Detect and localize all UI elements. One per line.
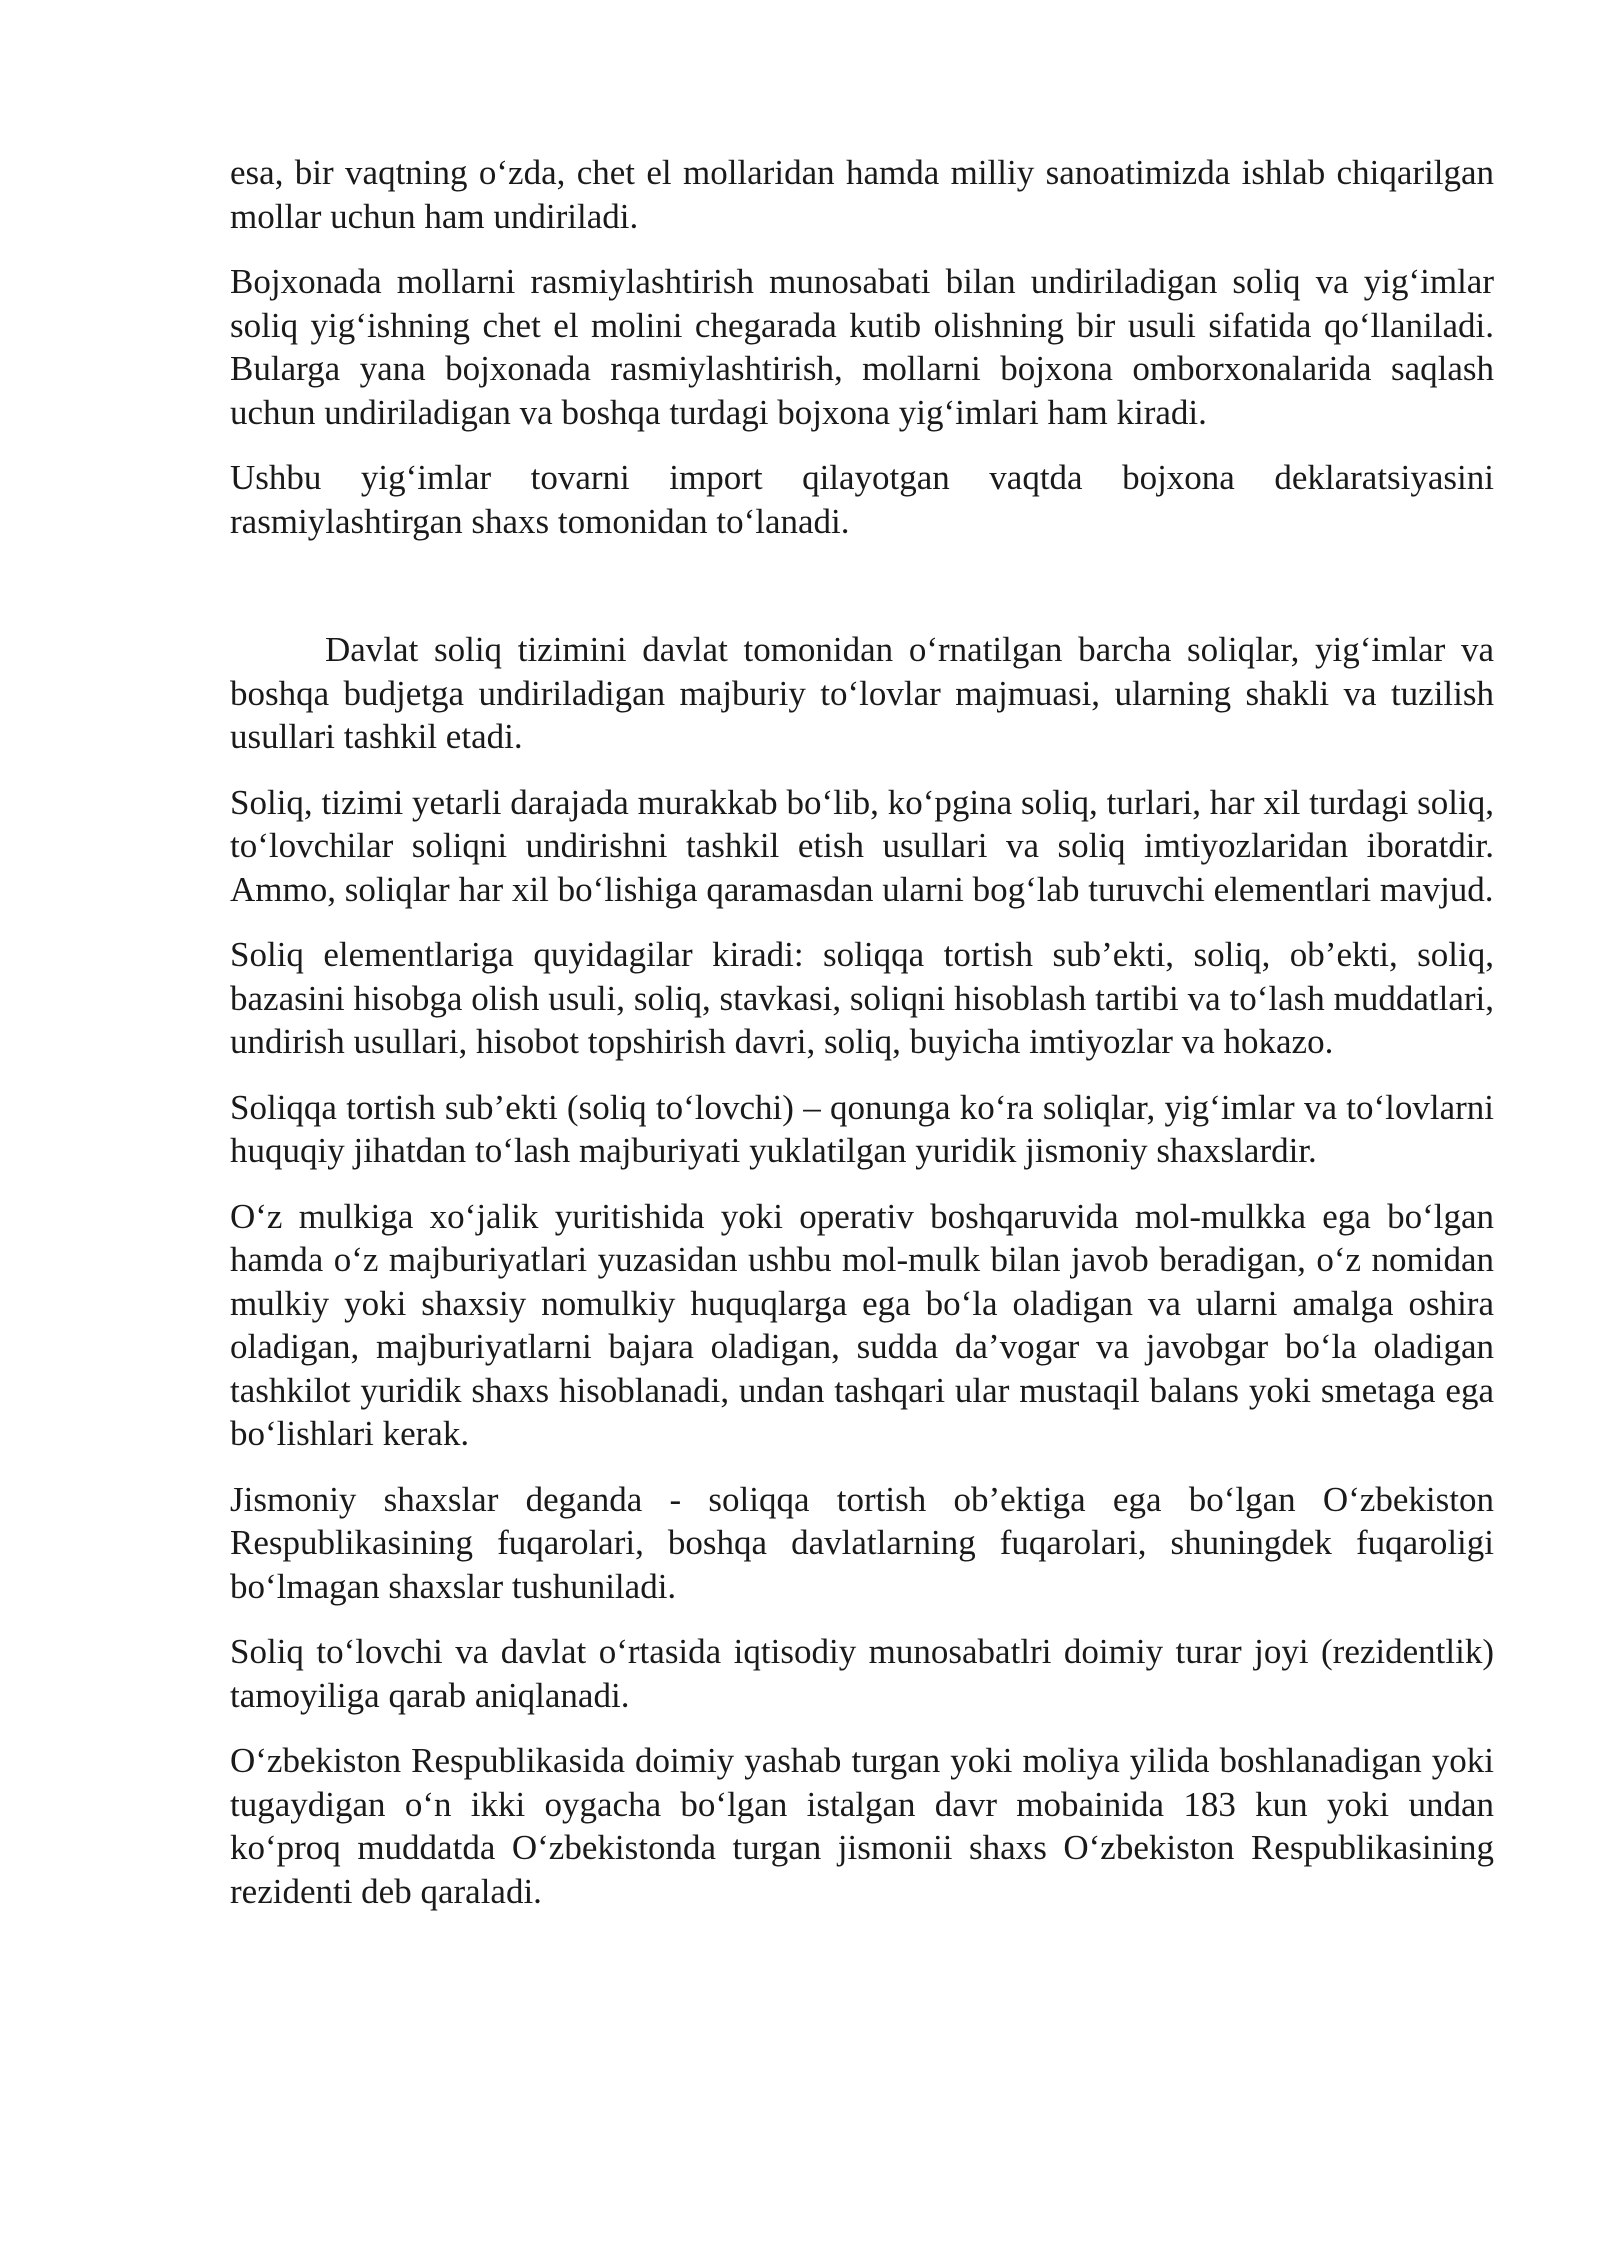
paragraph-8: O‘z mulkiga xo‘jalik yuritishida yoki operativ boshqaruvida mol-mulkka ega bo‘lgan hamda o‘z majburiyatlari yuzasidan ushbu mol-mulk bilan javob beradigan, o‘z nomidan mulkiy yoki shaxsiy nomulkiy huquqlarga ega bo‘la oladigan va ularni amalga oshira oladigan, majburiyatlarni bajara oladigan, sudda da’vogar va javobgar bo‘la oladigan tashkilot yuridik shaxs hisoblanadi, undan tashqari ular mustaqil balans yoki smetaga ega bo‘lishlari kerak. xyxy=(230,1196,1494,1453)
paragraph-10: Soliq to‘lovchi va davlat o‘rtasida iqtisodiy munosabatlri doimiy turar joyi (rezidentlik) tamoyiliga qarab aniqlanadi. xyxy=(230,1632,1494,1715)
document-body xyxy=(230,151,1494,1935)
paragraph-5: Soliq, tizimi yetarli darajada murakkab bo‘lib, ko‘pgina soliq, turlari, har xil turdagi soliq, to‘lovchilar soliqni undirishni tashkil etish usullari va soliq imtiyozlaridan iboratdir. Ammo, soliqlar har xil bo‘lishiga qaramasdan ularni bog‘lab turuvchi elementlari mavjud. xyxy=(230,782,1494,909)
section-gap xyxy=(230,565,1494,628)
paragraph-7: Soliqqa tortish sub’ekti (soliq to‘lovchi) – qonunga ko‘ra soliqlar, yig‘imlar va to‘lovlarni huquqiy jihatdan to‘lash majburiyati yuklatilgan yuridik jismoniy shaxslardir. xyxy=(230,1087,1494,1170)
paragraph-2: Bojxonada mollarni rasmiylashtirish munosabati bilan undiriladigan soliq va yig‘imlar soliq yig‘ishning chet el molini chegarada kutib olishning bir usuli sifatida qo‘llaniladi. Bularga yana bojxonada rasmiylashtirish, mollarni bojxona omborxonalarida saqlash uchun undiriladigan va boshqa turdagi bojxona yig‘imlari ham kiradi. xyxy=(230,262,1494,432)
paragraph-6: Soliq elementlariga quyidagilar kiradi: soliqqa tortish sub’ekti, soliq, ob’ekti, soliq, bazasini hisobga olish usuli, soliq, stavkasi, soliqni hisoblash tartibi va to‘lash muddatlari, undirish usullari, hisobot topshirish davri, soliq, buyicha imtiyozlar va hokazo. xyxy=(230,935,1494,1061)
paragraph-9: Jismoniy shaxslar deganda - soliqqa tortish ob’ektiga ega bo‘lgan O‘zbekiston Respublikasining fuqarolari, boshqa davlatlarning fuqarolari, shuningdek fuqaroligi bo‘lmagan shaxslar tushuniladi. xyxy=(230,1479,1494,1606)
paragraph-3: Ushbu yig‘imlar tovarni import qilayotgan vaqtda bojxona deklaratsiyasini rasmiylashtirgan shaxs tomonidan to‘lanadi. xyxy=(230,458,1494,541)
paragraph-1: esa, bir vaqtning o‘zda, chet el mollaridan hamda milliy sanoatimizda ishlab chiqarilgan mollar uchun ham undiriladi. xyxy=(230,153,1494,236)
paragraph-indented: Davlat soliq tizimini davlat tomonidan o‘rnatilgan barcha soliqlar, yig‘imlar va boshqa budjetga undiriladigan majburiy to‘lovlar majmuasi, ularning shakli va tuzilish usullari tashkil etadi. xyxy=(230,630,1494,756)
paragraph-11: O‘zbekiston Respublikasida doimiy yashab turgan yoki moliya yilida boshlanadigan yoki tugaydigan o‘n ikki oygacha bo‘lgan istalgan davr mobainida 183 kun yoki undan ko‘proq muddatda O‘zbekistonda turgan jismonii shaxs O‘zbekiston Respublikasining rezidenti deb qaraladi. xyxy=(230,1741,1494,1911)
